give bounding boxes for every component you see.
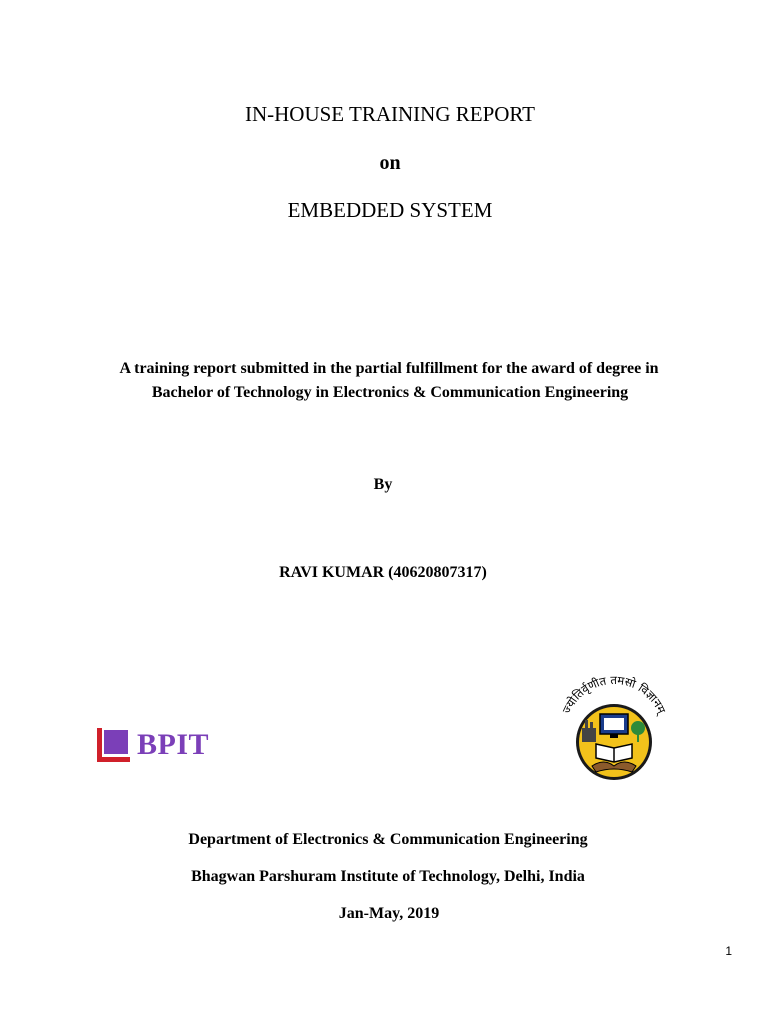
report-title-connector: on: [379, 152, 401, 174]
svg-text:ज्योतिर्वृणीत तमसो विज्ञानम्: ज्योतिर्वृणीत तमसो विज्ञानम्: [559, 672, 669, 716]
page-number: 1: [725, 944, 732, 958]
by-label: By: [373, 476, 393, 493]
institute-name: Bhagwan Parshuram Institute of Technology, Delhi, India: [191, 868, 585, 885]
department-name: Department of Electronics & Communication Engineering: [188, 831, 588, 848]
university-seal-icon: [552, 662, 676, 786]
report-description-line-2: Bachelor of Technology in Electronics & Communication Engineering: [151, 384, 629, 401]
student-name: RAVI KUMAR (40620807317): [279, 564, 487, 581]
report-subject: EMBEDDED SYSTEM: [287, 198, 493, 222]
bpit-logo-text: BPIT: [137, 728, 210, 761]
bpit-mark-icon: [97, 728, 131, 762]
report-date: Jan-May, 2019: [338, 905, 440, 922]
report-description-line-1: A training report submitted in the partial fulfillment for the award of degree in: [119, 360, 659, 377]
report-title: IN-HOUSE TRAINING REPORT: [244, 102, 535, 126]
bpit-logo: [97, 727, 209, 763]
